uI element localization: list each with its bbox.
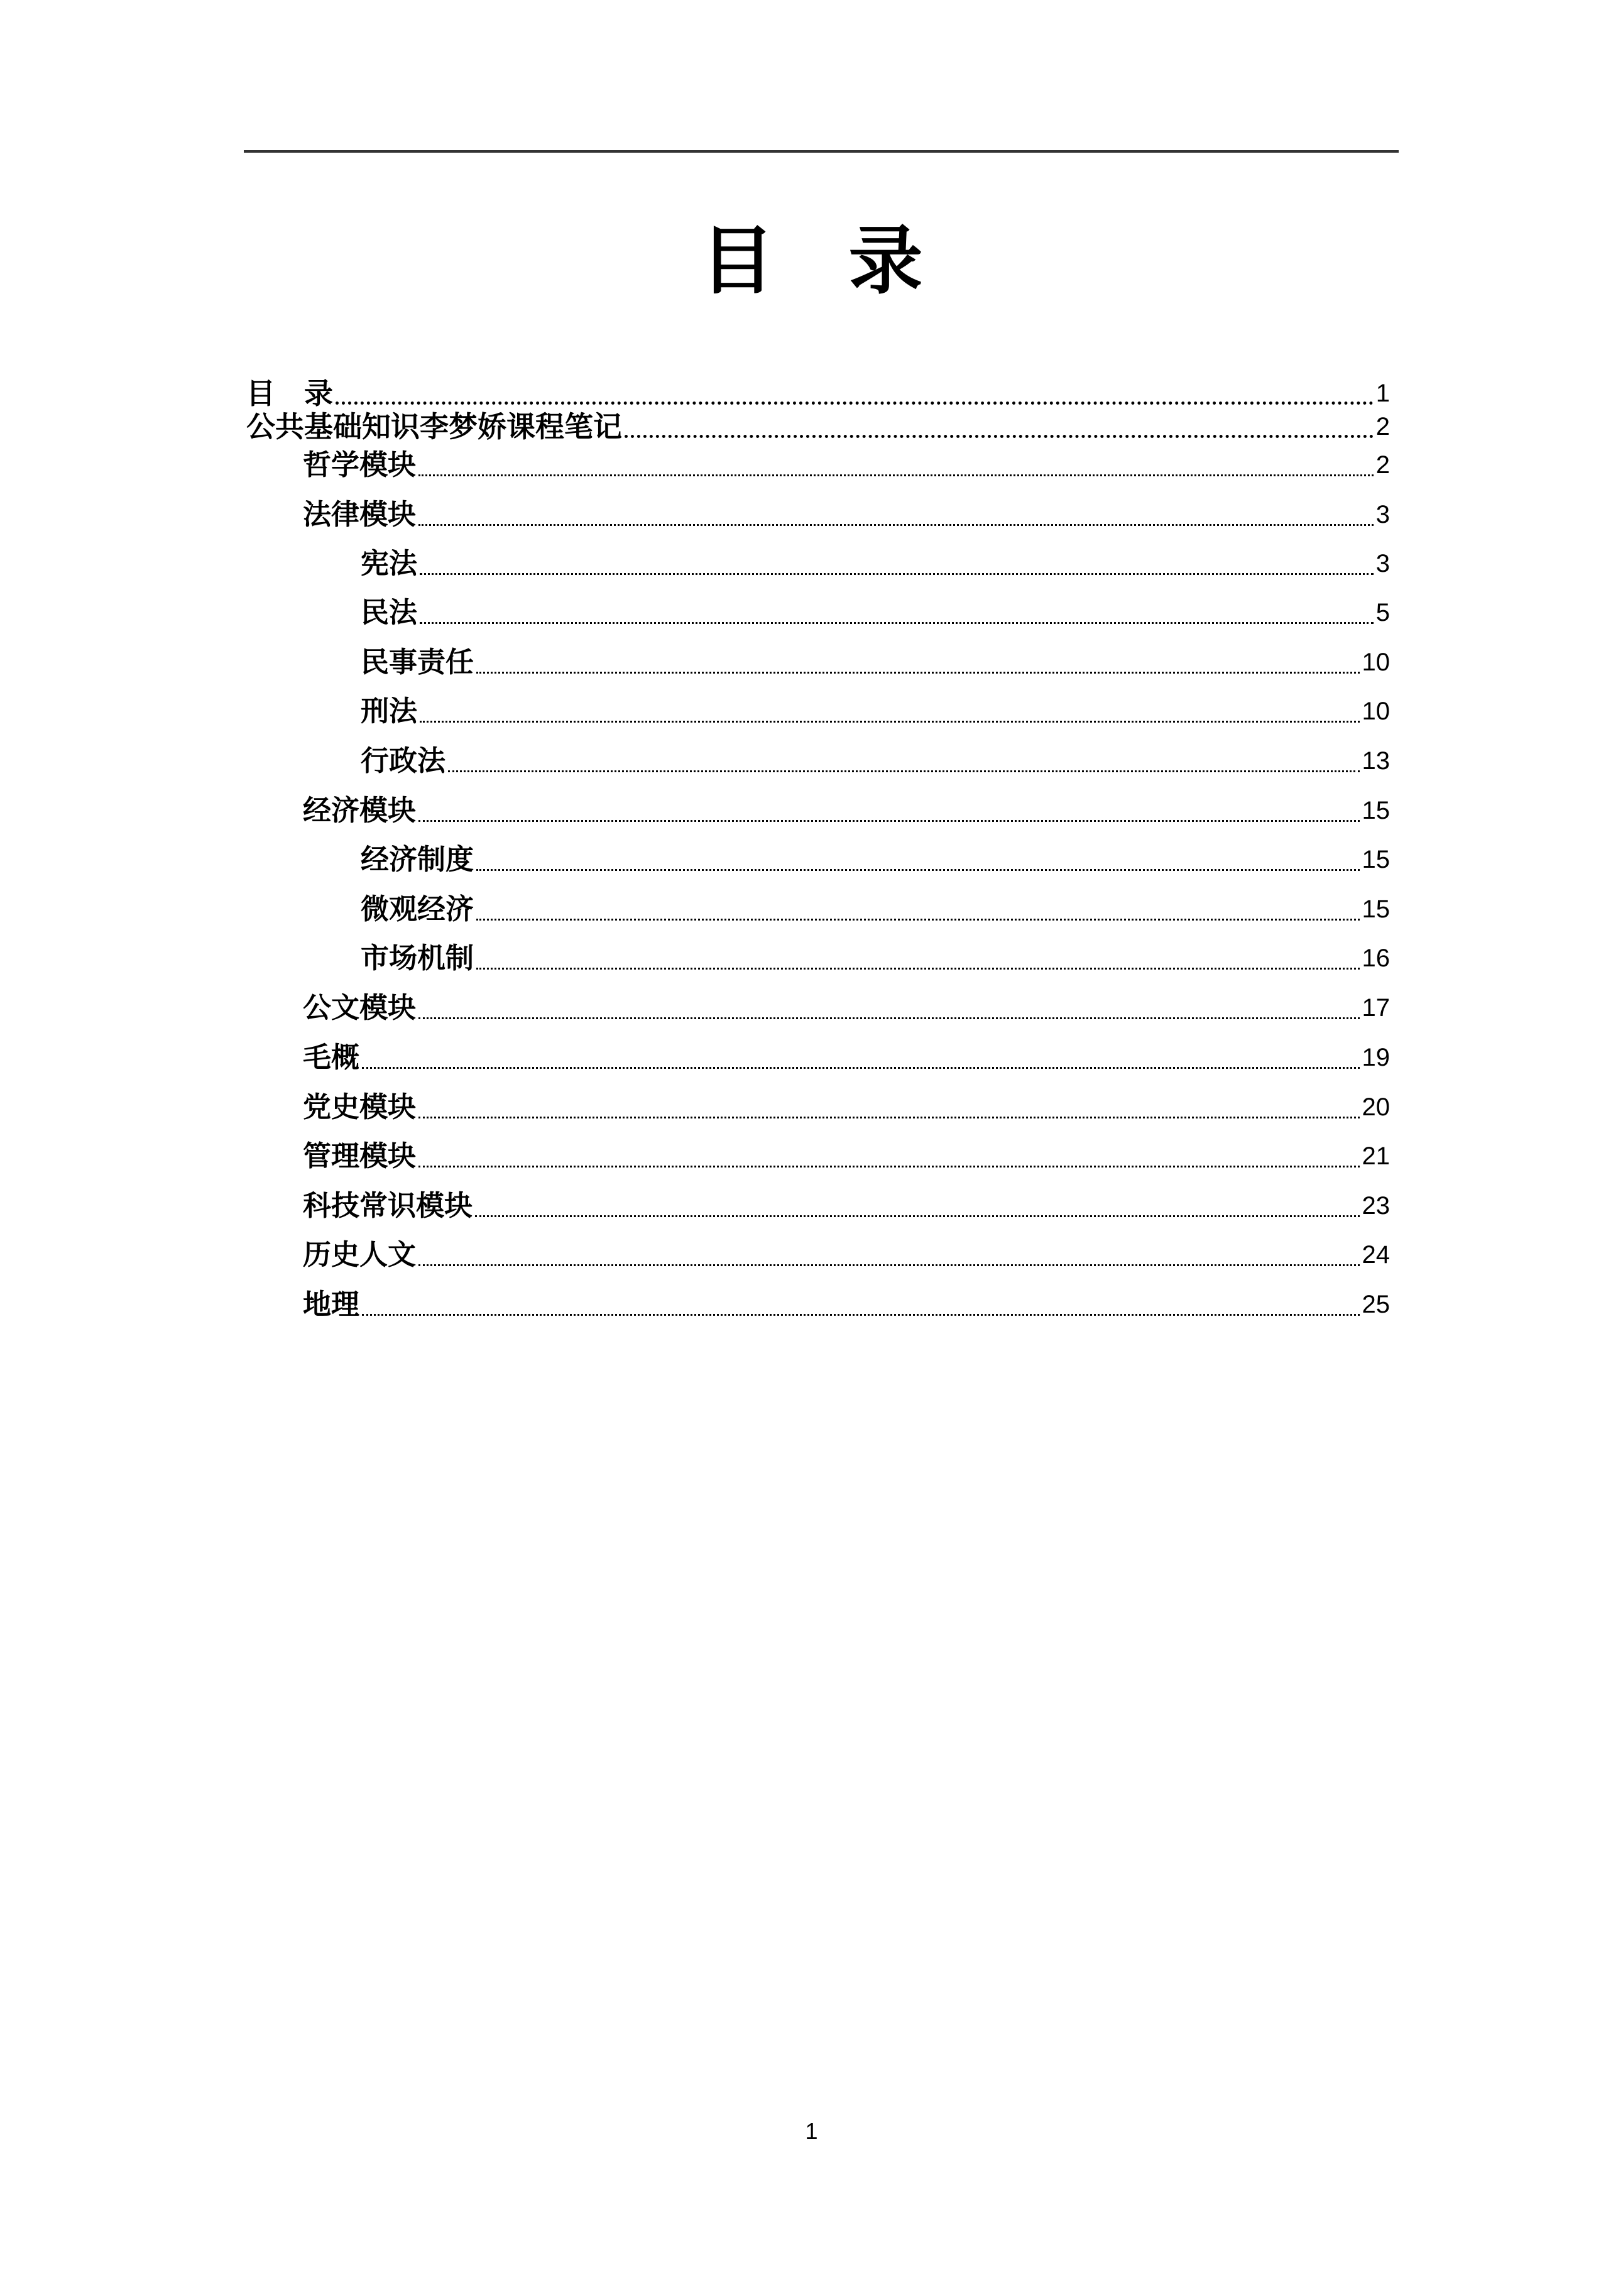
toc-entry-page-number: 10 (1362, 648, 1390, 676)
toc-entry[interactable] (361, 842, 1390, 877)
toc-dot-leader (476, 842, 1359, 877)
toc-entry-label: 毛概 (303, 1041, 360, 1074)
toc-entry-page-number: 10 (1362, 697, 1390, 725)
toc-entry[interactable] (361, 892, 1390, 927)
page-title: 目 录 (700, 217, 923, 304)
toc-dot-leader (418, 1139, 1359, 1174)
toc-entry[interactable] (303, 447, 1390, 483)
toc-entry[interactable] (303, 497, 1390, 532)
toc-dot-leader (362, 1040, 1359, 1075)
toc-entry-label: 法律模块 (303, 498, 417, 531)
toc-dot-leader (475, 1188, 1359, 1223)
toc-dot-leader (476, 892, 1359, 927)
toc-entry-page-number: 5 (1375, 599, 1390, 626)
toc-entry-page-number: 20 (1362, 1093, 1390, 1121)
toc-entry-page-number: 15 (1362, 797, 1390, 824)
toc-entry-label: 党史模块 (303, 1090, 417, 1123)
toc-entry-page-number: 15 (1362, 895, 1390, 923)
toc-entry[interactable] (361, 694, 1390, 729)
toc-entry[interactable] (303, 990, 1390, 1025)
toc-entry-page-number: 3 (1375, 501, 1390, 528)
toc-entry-page-number: 24 (1362, 1241, 1390, 1269)
toc-entry[interactable] (361, 941, 1390, 976)
toc-entry-label: 目 录 (246, 376, 333, 410)
toc-entry-page-number: 3 (1375, 550, 1390, 577)
toc-entry[interactable] (303, 793, 1390, 828)
toc-entry-page-number: 15 (1362, 846, 1390, 873)
toc-dot-leader (418, 497, 1374, 532)
toc-dot-leader (418, 990, 1359, 1025)
toc-entry-label: 刑法 (361, 694, 418, 728)
toc-entry[interactable] (361, 546, 1390, 581)
toc-entry-page-number: 23 (1362, 1192, 1390, 1220)
toc-entry-label: 公共基础知识李梦娇课程笔记 (246, 410, 622, 444)
toc-entry[interactable] (361, 645, 1390, 680)
toc-entry-label: 管理模块 (303, 1139, 417, 1173)
toc-entry-page-number: 2 (1375, 413, 1390, 440)
toc-entry[interactable] (303, 1090, 1390, 1125)
toc-entry-page-number: 19 (1362, 1044, 1390, 1071)
toc-dot-leader (476, 941, 1359, 976)
toc-entry-label: 哲学模块 (303, 448, 417, 481)
toc-entry-page-number: 25 (1362, 1291, 1390, 1318)
toc-entry-label: 公文模块 (303, 991, 417, 1024)
toc-entry-label: 微观经济 (361, 892, 474, 926)
toc-entry-page-number: 13 (1362, 747, 1390, 775)
toc-entry-label: 民法 (361, 596, 418, 629)
toc-dot-leader (420, 546, 1374, 581)
toc-entry-label: 科技常识模块 (303, 1189, 473, 1222)
toc-entry-label: 经济模块 (303, 794, 417, 827)
toc-entry[interactable] (303, 1040, 1390, 1075)
toc-entry-page-number: 1 (1375, 380, 1390, 407)
toc-entry[interactable] (246, 409, 1390, 444)
toc-entry-label: 市场机制 (361, 941, 474, 975)
toc-dot-leader (418, 1237, 1359, 1272)
page-number: 1 (805, 2118, 818, 2144)
toc-entry[interactable] (361, 595, 1390, 630)
toc-entry[interactable] (303, 1237, 1390, 1272)
toc-dot-leader (418, 447, 1374, 483)
toc-entry[interactable] (361, 743, 1390, 779)
toc-entry-page-number: 17 (1362, 994, 1390, 1022)
toc-dot-leader (476, 645, 1359, 680)
toc-entry-page-number: 16 (1362, 944, 1390, 972)
toc-dot-leader (418, 793, 1359, 828)
toc-dot-leader (420, 595, 1374, 630)
toc-entry[interactable] (303, 1287, 1390, 1322)
toc-dot-leader (418, 1090, 1359, 1125)
toc-dot-leader (336, 376, 1374, 411)
toc-entry-label: 宪法 (361, 547, 418, 580)
toc-dot-leader (420, 694, 1359, 729)
toc-entry-label: 行政法 (361, 744, 446, 777)
toc-entry[interactable] (303, 1139, 1390, 1174)
toc-entry-label: 历史人文 (303, 1238, 417, 1271)
toc-entry[interactable] (303, 1188, 1390, 1223)
toc-dot-leader (362, 1287, 1359, 1322)
toc-entry-label: 地理 (303, 1287, 360, 1321)
toc-entry-label: 民事责任 (361, 645, 474, 679)
toc-entry[interactable] (246, 376, 1390, 411)
toc-entry-page-number: 21 (1362, 1142, 1390, 1170)
toc-entry-label: 经济制度 (361, 843, 474, 876)
toc-entry-page-number: 2 (1375, 451, 1390, 479)
toc-dot-leader (625, 409, 1374, 444)
toc-dot-leader (448, 743, 1359, 779)
